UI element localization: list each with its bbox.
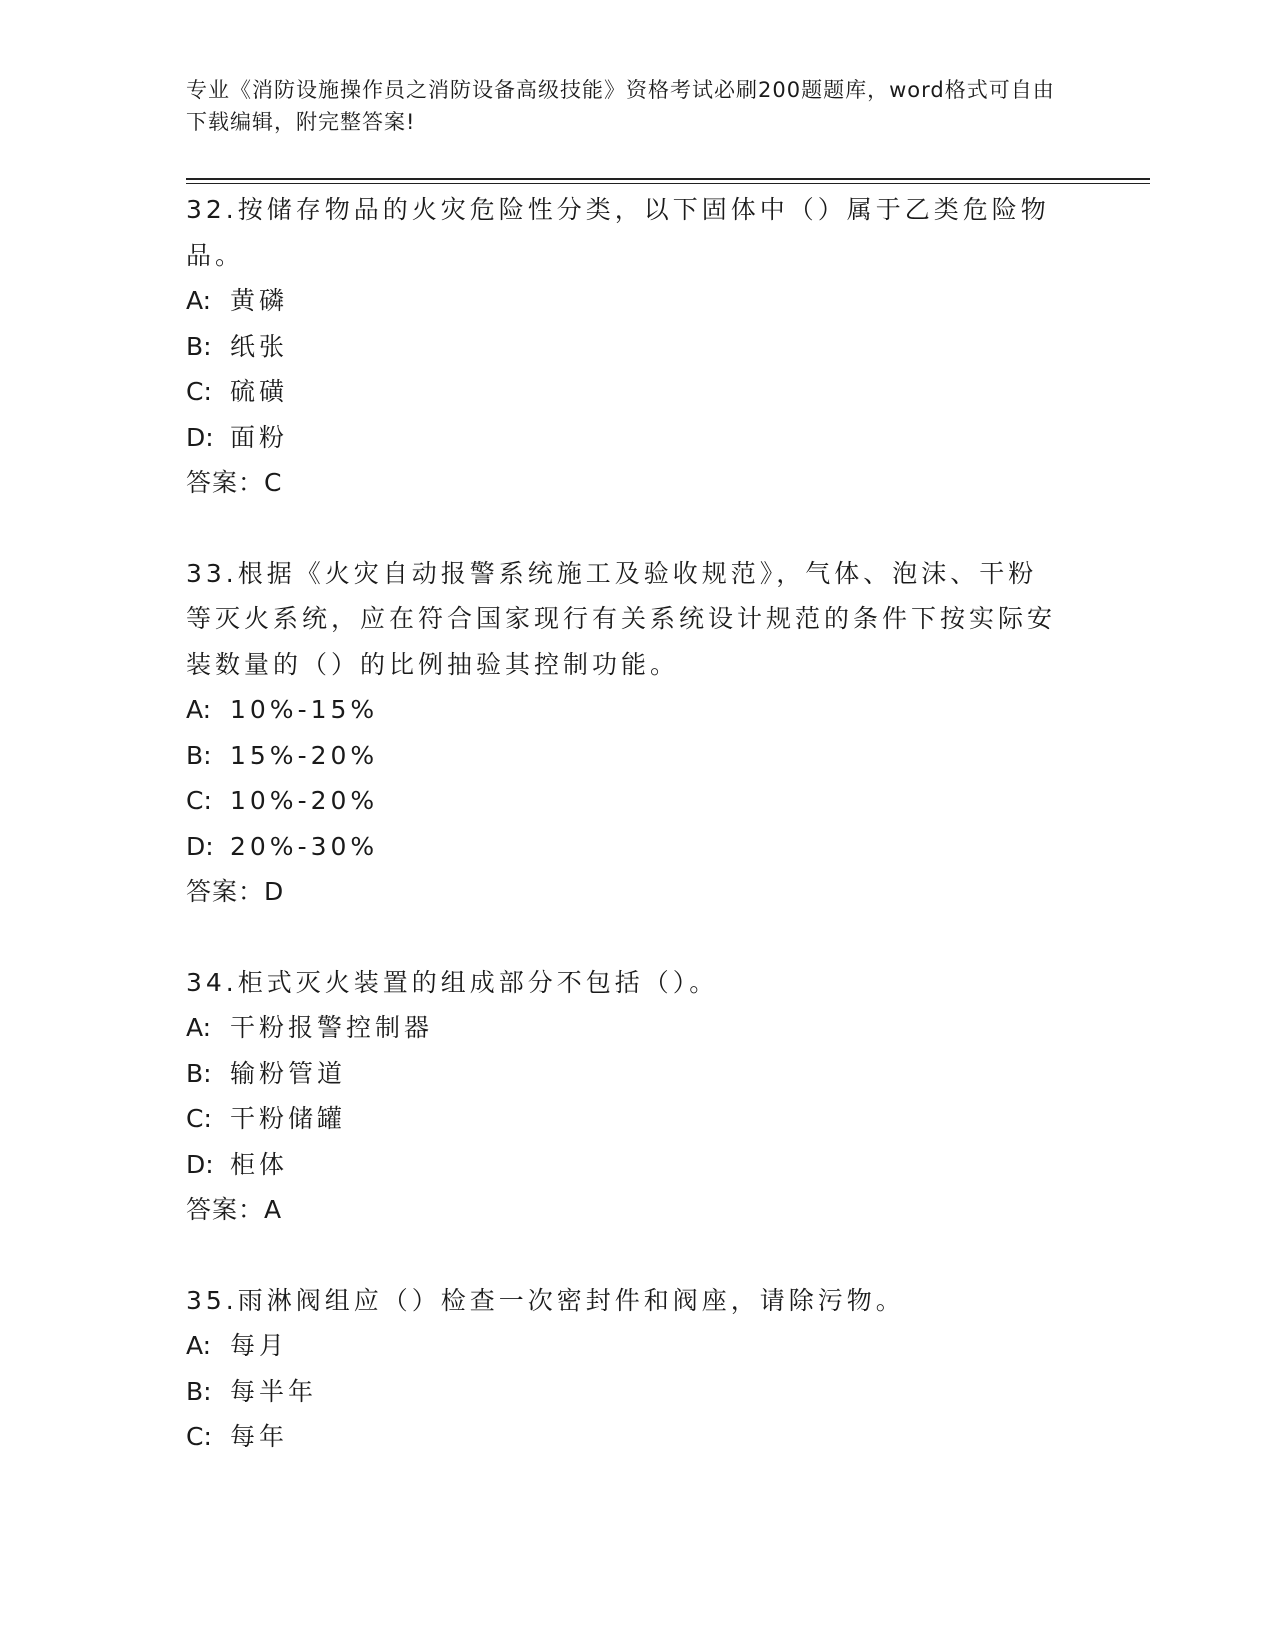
option-b [186,1051,1066,1097]
option-a [186,687,1066,733]
question-text: 34.柜式灭火装置的组成部分不包括（）。 [186,967,719,997]
option-d [186,1142,1066,1188]
option-text: 硫磺 [230,377,289,406]
question-text: 33.根据《火灾自动报警系统施工及验收规范》，气体、泡沫、干粉等灭火系统，应在符合国家现行有关系统设计规范的条件下按实际安装数量的（）的比例抽验其控制功能。 [186,558,1057,679]
answer: 答案：C [186,468,283,497]
option-text: 10%-20% [230,786,379,815]
header-divider-thick [186,178,1150,180]
option-text: 10%-15% [230,695,379,724]
option-text: 干粉储罐 [230,1104,347,1133]
option-letter: D: [186,831,214,861]
option-text: 柜体 [230,1149,289,1179]
option-text: 干粉报警控制器 [230,1013,434,1042]
question-text: 35.雨淋阀组应（）检查一次密封件和阀座，请除污物。 [186,1285,905,1315]
document-header: 专业《消防设施操作员之消防设备高级技能》资格考试必刷200题题库，word格式可自由下载编辑，附完整答案! [186,78,1055,134]
answer: 答案：D [186,877,285,906]
question-text: 32.按储存物品的火灾危险性分类，以下固体中（）属于乙类危险物品。 [186,195,1050,270]
question-34 [186,960,1066,1233]
question-35 [186,1278,1066,1460]
option-text: 纸张 [230,331,289,361]
option-letter: C: [186,786,212,815]
option-letter: A: [186,695,212,724]
option-text: 每月 [230,1331,289,1360]
option-letter: A: [186,1013,212,1042]
header-divider-thin [186,183,1150,184]
option-b [186,733,1066,779]
option-text: 面粉 [230,422,289,452]
option-letter: B: [186,1376,212,1406]
option-a [186,278,1066,324]
option-a [186,1005,1066,1051]
question-list [186,187,1066,1505]
option-c [186,1414,1066,1460]
option-letter: B: [186,740,212,770]
option-b [186,1369,1066,1415]
option-b [186,324,1066,370]
question-33 [186,551,1066,915]
option-text: 每半年 [230,1376,318,1406]
option-d [186,824,1066,870]
option-text: 20%-30% [230,831,379,861]
option-text: 输粉管道 [230,1058,347,1088]
question-32 [186,187,1066,506]
option-letter: D: [186,1149,214,1179]
option-text: 每年 [230,1422,289,1451]
answer: 答案：A [186,1195,283,1224]
option-letter: A: [186,1331,212,1360]
option-letter: B: [186,331,212,361]
option-text: 黄磷 [230,286,289,315]
option-letter: C: [186,1422,212,1451]
option-c [186,778,1066,824]
option-c [186,369,1066,415]
option-a [186,1323,1066,1369]
option-letter: C: [186,1104,212,1133]
option-letter: C: [186,377,212,406]
option-letter: D: [186,422,214,452]
option-text: 15%-20% [230,740,379,770]
option-letter: B: [186,1058,212,1088]
option-letter: A: [186,286,212,315]
option-d [186,415,1066,461]
option-c [186,1096,1066,1142]
